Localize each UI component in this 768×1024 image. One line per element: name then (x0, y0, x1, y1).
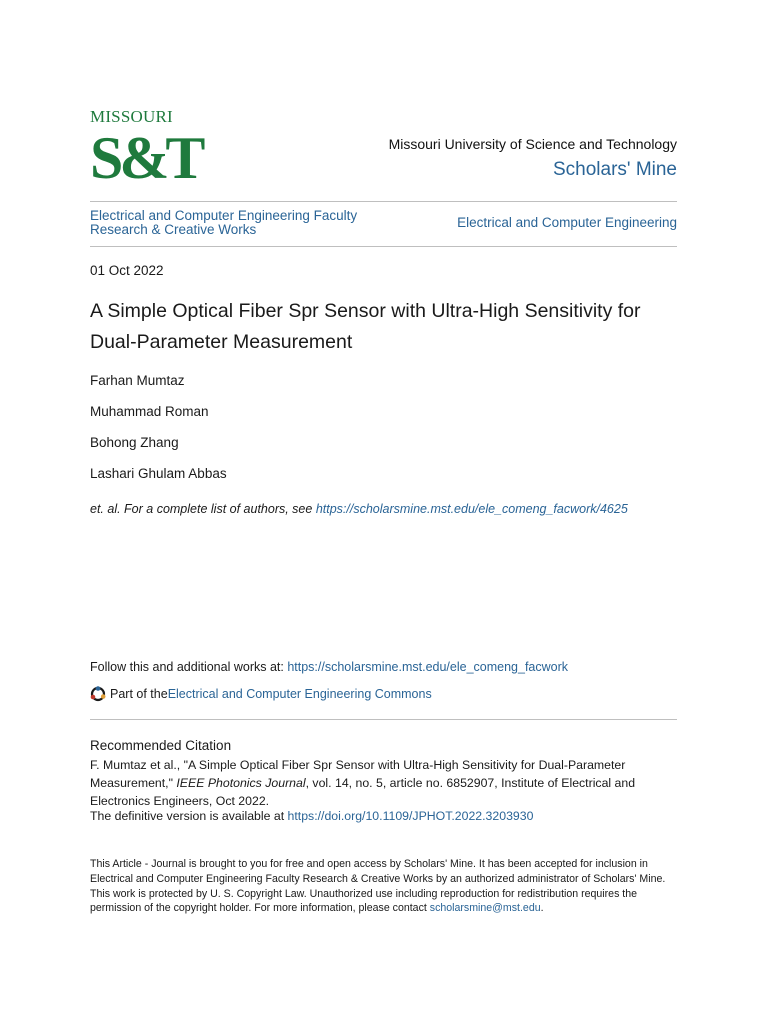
citation-suffix: , vol. 14, no. 5, article no. 6852907, Institute of Electrical and Electronics Engineers, Oct 2022. (90, 776, 636, 808)
complete-author-list-note (90, 502, 628, 516)
author-list-link[interactable]: https://scholarsmine.mst.edu/ele_comeng_facwork/4625 (315, 502, 628, 516)
author-name: Lashari Ghulam Abbas (90, 466, 227, 481)
divider-top (90, 201, 677, 202)
commons-line (90, 686, 432, 702)
article-title: A Simple Optical Fiber Spr Sensor with Ultra-High Sensitivity for Dual-Parameter Measurement (90, 300, 641, 353)
follow-link[interactable]: https://scholarsmine.mst.edu/ele_comeng_facwork (287, 660, 569, 674)
divider-collection (90, 246, 677, 247)
definitive-text: The definitive version is available at (90, 809, 288, 823)
part-of-text: Part of the (110, 687, 168, 701)
author-name: Farhan Mumtaz (90, 373, 185, 388)
network-commons-icon (90, 686, 106, 702)
contact-email-link[interactable]: scholarsmine@mst.edu (429, 902, 541, 915)
commons-link[interactable]: Electrical and Computer Engineering Commons (167, 687, 432, 701)
notice-text: This Article - Journal is brought to you for free and open access by Scholars' Mine. It has been accepted for inclusion in Electrical and Computer Engineering Faculty Research & Creative Works by an authorized administrator of Scholars' Mine. This work is protected by U. S. Copyright Law. Unauthorized use including reproduction for redistribution requires the permission of the copyright holder. For more information, please contact (90, 858, 666, 915)
publication-date: 01 Oct 2022 (90, 263, 164, 278)
department-link[interactable]: Electrical and Computer Engineering (457, 215, 677, 230)
etal-text: et. al. For a complete list of authors, see (90, 502, 316, 516)
follow-works (90, 660, 568, 674)
citation-text (90, 756, 680, 810)
divider-citation (90, 719, 677, 720)
recommended-citation-heading: Recommended Citation (90, 738, 232, 753)
svg-text:S&T: S&T (90, 125, 202, 191)
collection-line-1: Electrical and Computer Engineering Faculty (90, 208, 358, 223)
access-notice (90, 857, 680, 916)
collection-line-2: Research & Creative Works (90, 222, 257, 237)
institution-name: Missouri University of Science and Technology (388, 136, 677, 152)
logo-wordmark: MISSOURI (90, 107, 173, 126)
doi-link[interactable]: https://doi.org/10.1109/JPHOT.2022.3203930 (287, 809, 534, 823)
citation-prefix: F. Mumtaz et al., "A Simple Optical Fiber Spr Sensor with Ultra-High Sensitivity for Dual-Parameter Measurement," (90, 758, 626, 790)
notice-end: . (540, 902, 544, 915)
collection-link-faculty-works[interactable] (90, 209, 390, 237)
follow-text: Follow this and additional works at: (90, 660, 288, 674)
citation-journal: IEEE Photonics Journal (176, 776, 306, 790)
st-emblem-icon (90, 125, 202, 191)
missouri-st-logo[interactable] (90, 107, 202, 191)
author-name: Muhammad Roman (90, 404, 209, 419)
author-name: Bohong Zhang (90, 435, 179, 450)
definitive-version (90, 809, 533, 823)
author-list (90, 373, 227, 497)
scholars-mine-link[interactable]: Scholars' Mine (552, 159, 677, 180)
